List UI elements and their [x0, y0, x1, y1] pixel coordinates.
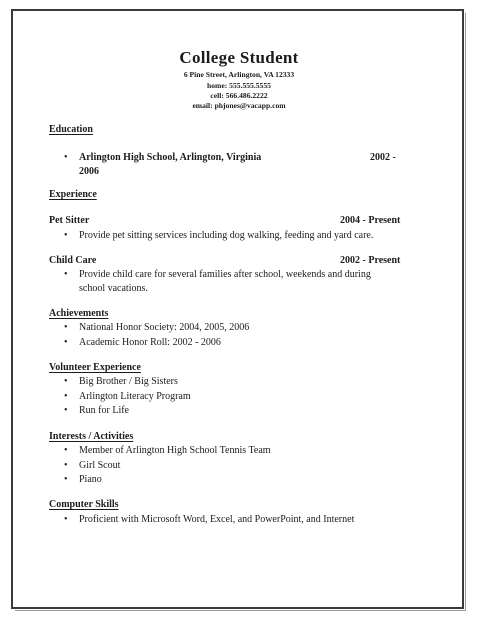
bullet-icon: •: [64, 322, 68, 333]
bullet-icon: •: [64, 460, 68, 471]
education-school: Arlington High School, Arlington, Virginia: [79, 152, 262, 163]
job-description: Provide child care for several families after school, weekends and during: [79, 269, 371, 280]
job-title: Pet Sitter: [49, 215, 90, 226]
list-item: Big Brother / Big Sisters: [79, 376, 178, 387]
bullet-icon: •: [64, 230, 68, 241]
section-heading-experience: Experience: [49, 189, 97, 200]
education-years-start: 2002 -: [370, 152, 396, 163]
section-heading-interests: Interests / Activities: [49, 431, 134, 442]
section-heading-computer-skills: Computer Skills: [49, 499, 119, 510]
bullet-icon: •: [64, 376, 68, 387]
bullet-icon: •: [64, 474, 68, 485]
list-item: Arlington Literacy Program: [79, 391, 191, 402]
bullet-icon: •: [64, 152, 68, 163]
job-dates: 2002 - Present: [340, 255, 401, 266]
bullet-icon: •: [64, 391, 68, 402]
section-heading-education: Education: [49, 124, 93, 135]
resume-name: College Student: [179, 48, 299, 67]
list-item: Girl Scout: [79, 460, 121, 471]
job-description: Provide pet sitting services including dog walking, feeding and yard care.: [79, 230, 374, 241]
list-item: Member of Arlington High School Tennis Team: [79, 445, 271, 456]
section-heading-volunteer: Volunteer Experience: [49, 362, 141, 373]
education-years-end: 2006: [79, 166, 99, 177]
section-heading-achievements: Achievements: [49, 308, 109, 319]
list-item: Piano: [79, 474, 102, 485]
job-dates: 2004 - Present: [340, 215, 401, 226]
list-item: National Honor Society: 2004, 2005, 2006: [79, 322, 250, 333]
list-item: Run for Life: [79, 405, 129, 416]
bullet-icon: •: [64, 269, 68, 280]
bullet-icon: •: [64, 405, 68, 416]
bullet-icon: •: [64, 337, 68, 348]
job-title: Child Care: [49, 255, 97, 266]
list-item: Proficient with Microsoft Word, Excel, and PowerPoint, and Internet: [79, 514, 355, 525]
bullet-icon: •: [64, 514, 68, 525]
bullet-icon: •: [64, 445, 68, 456]
job-description-continued: school vacations.: [79, 283, 148, 294]
email: email: phjones@vacapp.com: [192, 101, 286, 110]
cell-phone: cell: 566.486.2222: [210, 91, 268, 100]
home-phone: home: 555.555.5555: [207, 81, 271, 90]
address: 6 Pine Street, Arlington, VA 12333: [183, 70, 295, 79]
list-item: Academic Honor Roll: 2002 - 2006: [79, 337, 221, 348]
